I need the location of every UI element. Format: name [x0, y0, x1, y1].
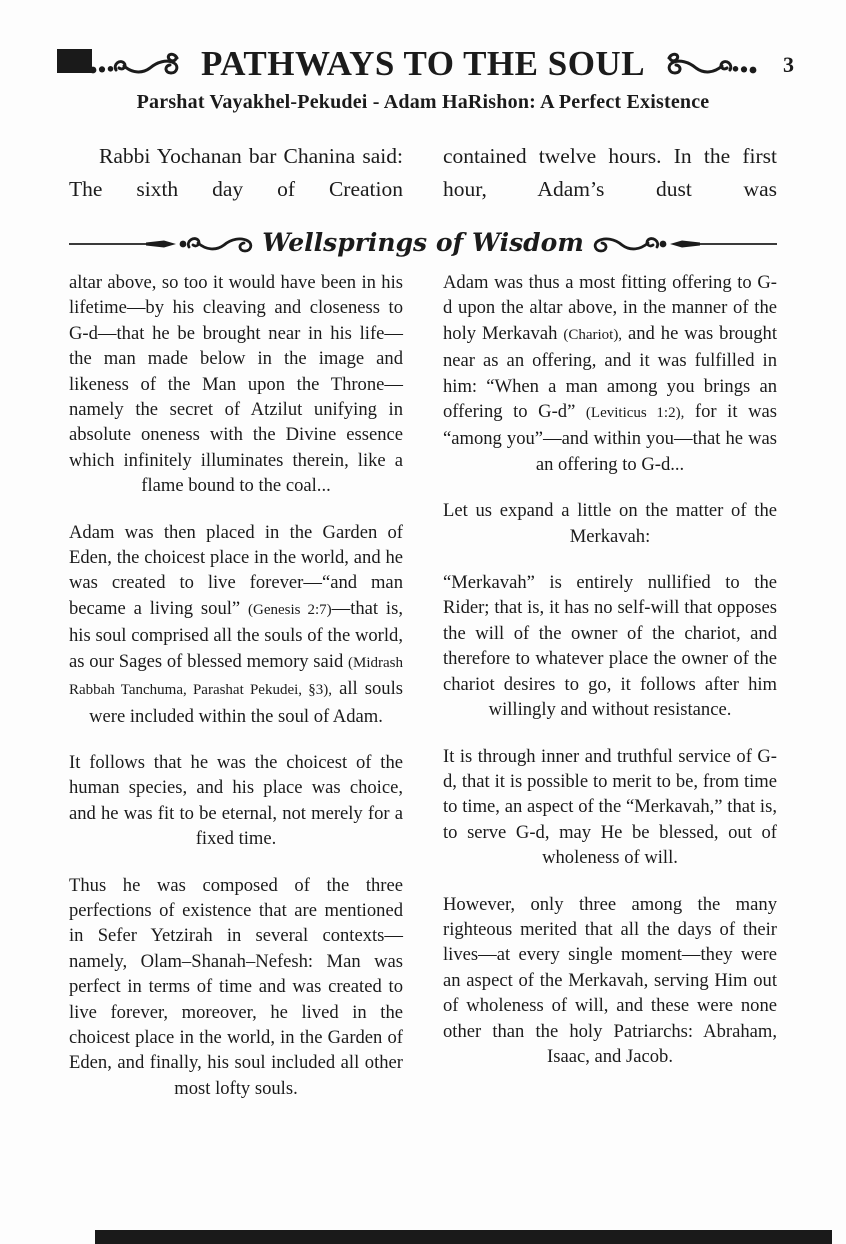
paragraph — [443, 892, 777, 1070]
paragraph-text: all souls were included within the soul of Adam. — [89, 678, 403, 727]
divider-rule-right — [700, 243, 777, 245]
scan-artifact-bottom-bar — [95, 1230, 832, 1244]
section-divider — [0, 229, 846, 258]
divider-title: Wellsprings of Wisdom — [262, 228, 584, 257]
body-right-column — [443, 270, 777, 1122]
paragraph — [443, 498, 777, 549]
scroll-flourish-left-icon — [87, 47, 191, 81]
paragraph-text: altar above, so too it would have been in his lifetime—by his cleaving and closeness to G-d—that he be brought near in his life—the man made below in the image and likeness of the Man upon the Throne—namely the secret of Atzilut unifying in absolute oneness with the Divine essence which infinitely illuminates therein, like a flame bound to the coal... — [69, 272, 403, 497]
intro-right-column: contained twelve hours. In the first hour, Adam’s dust was — [443, 144, 777, 201]
citation: (Leviticus 1:2), — [585, 405, 685, 422]
paragraph — [443, 744, 777, 871]
paragraph — [443, 570, 777, 722]
paragraph-text: Adam was then placed in the Garden of Eden, the choicest place in the world, and he was created to live forever—“and man became a living soul” — [69, 521, 403, 619]
citation: (Chariot), — [563, 326, 623, 343]
title-row — [0, 44, 846, 84]
paragraph-text: Let us expand a little on the matter of the Merkavah: — [443, 500, 777, 547]
divider-flourish-left-icon — [146, 231, 258, 257]
body-left-column — [69, 270, 403, 1122]
paragraph-text: However, only three among the many righteous merited that all the days of their lives—at every single moment—they were an aspect of the Merkavah, serving Him out of wholeness of will, and these were none other than the holy Patriarchs: Abraham, Isaac, and Jacob. — [443, 893, 777, 1067]
paragraph-text: —that is, his soul comprised all the souls of the world, as our Sages of blessed memory said — [69, 597, 403, 672]
paragraph — [69, 873, 403, 1102]
paragraph-text: It is through inner and truthful service of G-d, that it is possible to merit to be, from time to time, an aspect of the “Merkavah,” that is, to serve G-d, may He be blessed, out of wholeness of will. — [443, 745, 777, 869]
page-subtitle: Parshat Vayakhel-Pekudei - Adam HaRishon: A Perfect Existence — [136, 91, 710, 113]
scroll-flourish-right-icon — [655, 47, 759, 81]
divider-flourish-right-icon — [588, 231, 700, 257]
page-header — [0, 44, 846, 114]
paragraph-text: and he was brought near as an offering, and it was fulfilled in him: “When a man among you brings an offering to G-d” — [443, 322, 777, 423]
paragraph-text: for it was “among you”—and within you—that he was an offering to G-d... — [443, 401, 777, 475]
divider-rule-left — [69, 243, 146, 245]
paragraph — [443, 270, 777, 477]
paragraph — [69, 750, 403, 852]
paragraph-text: Adam was thus a most fitting offering to G-d upon the altar above, in the manner of the holy Merkavah — [443, 272, 777, 344]
paragraph-text: It follows that he was the choicest of the human species, and his place was choice, and he was fit to be eternal, not merely for a fixed time. — [69, 751, 403, 850]
paragraph-text: Thus he was composed of the three perfections of existence that are mentioned in Sefer Yetzirah in several contexts—namely, Olam–Shanah–Nefesh: Man was perfect in terms of time and was created to live forever, moreover, he lived in the choicest place in the world, in the Garden of Eden, and finally, his soul included all other most lofty souls. — [69, 874, 403, 1099]
paragraph-text: “Merkavah” is entirely nullified to the Rider; that is, it has no self-will that opposes the will of the owner of the chariot, and therefore to whatever place the owner of the chariot desires to go, it follows after him willingly and without resistance. — [443, 572, 777, 721]
citation: (Genesis 2:7) — [248, 601, 332, 618]
page-number: 3 — [783, 52, 794, 77]
citation: (Midrash Rabbah Tanchuma, Parashat Pekudei, §3), — [69, 654, 403, 699]
paragraph — [69, 270, 403, 499]
paragraph — [69, 520, 403, 729]
intro-section — [0, 140, 846, 205]
intro-left-column: Rabbi Yochanan bar Chanina said: The sixth day of Creation — [69, 144, 403, 201]
page-title: PATHWAYS TO THE SOUL — [200, 44, 646, 83]
body-section — [0, 270, 846, 1122]
